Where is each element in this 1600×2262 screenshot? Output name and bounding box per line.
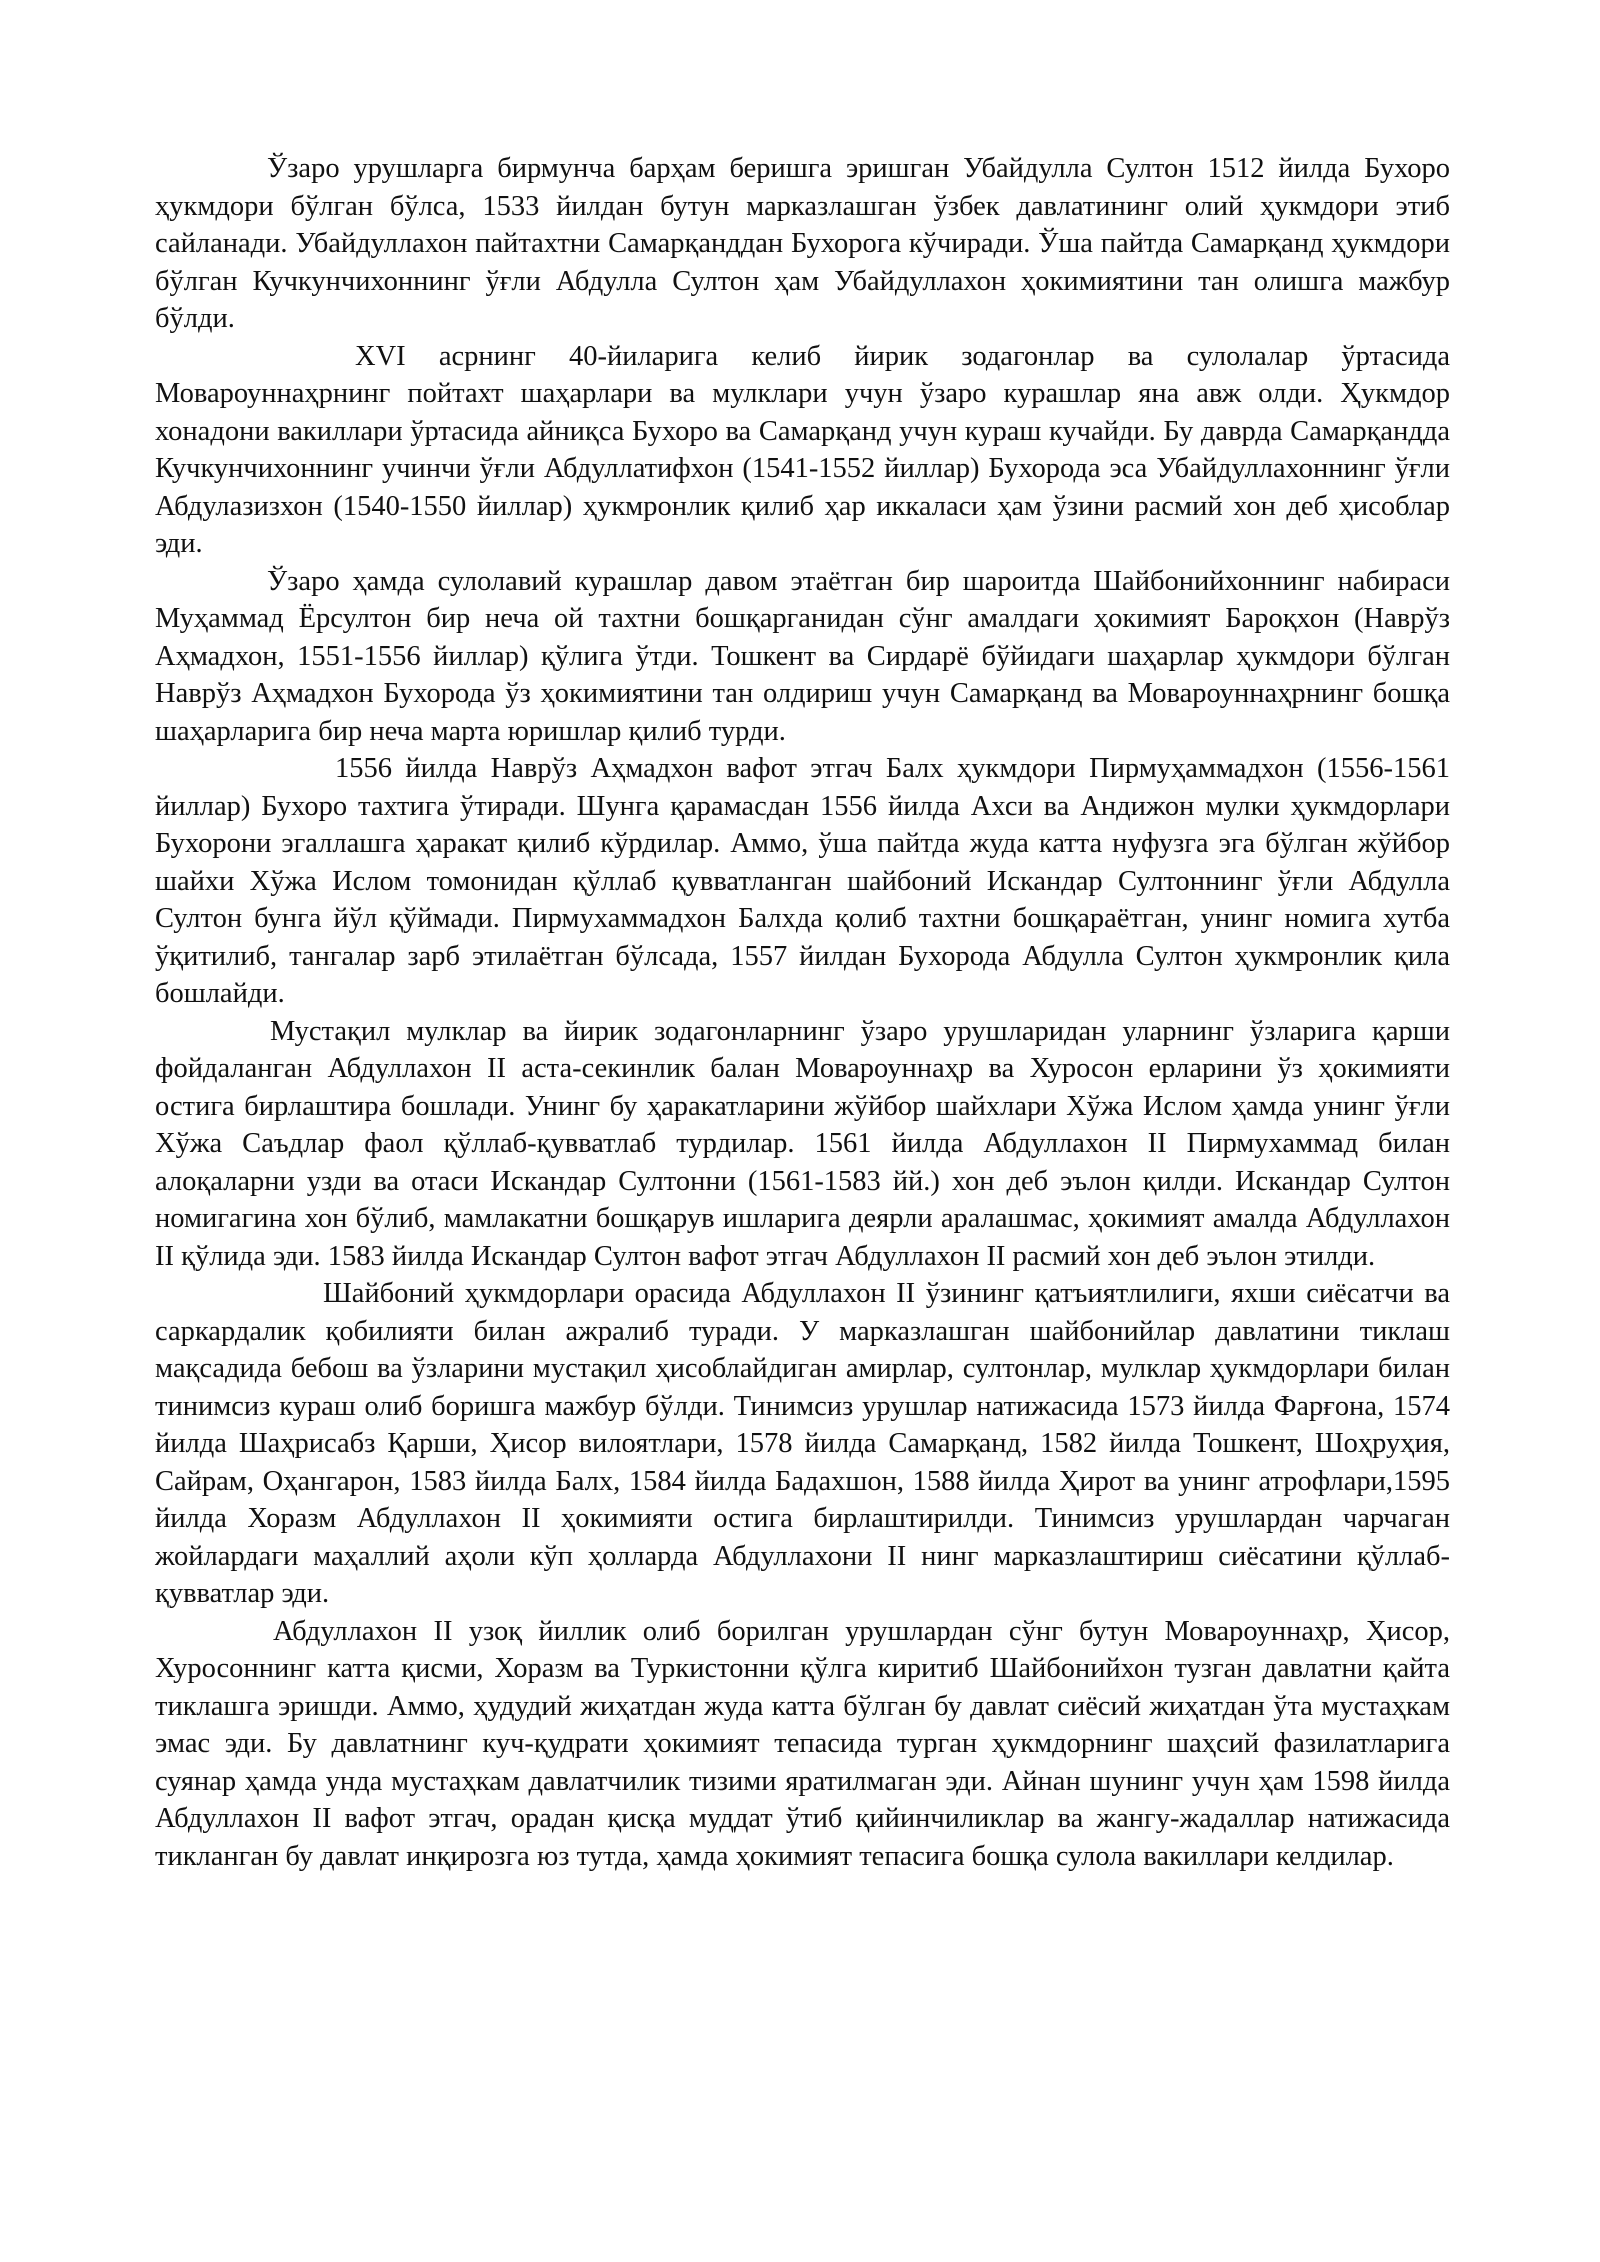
paragraph-2: XVI асрнинг 40-йиларига келиб йирик зодагонлар ва сулолалар ўртасида Мовароуннаҳрнинг пойтахт шаҳарлари ва мулклари учун ўзаро курашлар яна авж олди. Ҳукмдор хонадони вакиллари ўртасида айниқса Бухоро ва Самарқанд учун кураш кучайди. Бу даврда Самарқандда Кучкунчихоннинг учинчи ўғли Абдуллатифхон (1541-1552 йиллар) Бухорода эса Убайдуллахоннинг ўғли Абдулазизхон (1540-1550 йиллар) ҳукмронлик қилиб ҳар иккаласи ҳам ўзини расмий хон деб ҳисоблар эди.	[155, 340, 1450, 559]
paragraph-5: Мустақил мулклар ва йирик зодагонларнинг ўзаро урушларидан уларнинг ўзларига қарши фойдаланган Абдуллахон II аста-секинлик балан Мовароуннаҳр ва Хуросон ерларини ўз ҳокимияти остига бирлаштира бошлади. Унинг бу ҳаракатларини жўйбор шайхлари Хўжа Ислом ҳамда унинг ўғли Хўжа Саъдлар фаол қўллаб-қувватлаб турдилар. 1561 йилда Абдуллахон II Пирмухаммад билан алоқаларни узди ва отаси Искандар Султонни (1561-1583 йй.) хон деб эълон қилди. Искандар Султон номигагина хон бўлиб, мамлакатни бошқарув ишларига деярли аралашмас, ҳокимият амалда Абдуллахон II қўлида эди. 1583 йилда Искандар Султон вафот этгач Абдуллахон II расмий хон деб эълон этилди.	[155, 1015, 1450, 1272]
paragraph-7: Абдуллахон II узоқ йиллик олиб борилган урушлардан сўнг бутун Мовароуннаҳр, Ҳисор, Хуросоннинг катта қисми, Хоразм ва Туркистонни қўлга киритиб Шайбонийхон тузган давлатни қайта тиклашга эришди. Аммо, ҳудудий жиҳатдан жуда катта бўлган бу давлат сиёсий жиҳатдан ўта мустаҳкам эмас эди. Бу давлатнинг куч-қудрати ҳокимият тепасида турган ҳукмдорнинг шаҳсий фазилатларига суянар ҳамда унда мустаҳкам давлатчилик тизими яратилмаган эди. Айнан шунинг учун ҳам 1598 йилда Абдуллахон II вафот этгач, орадан қисқа муддат ўтиб қийинчиликлар ва жангу-жадаллар натижасида тикланган бу давлат инқирозга юз тутда, ҳамда ҳокимият тепасига бошқа сулола вакиллари келдилар.	[155, 1615, 1450, 1872]
document-page	[155, 150, 1450, 1875]
paragraph-1: Ўзаро урушларга бирмунча барҳам беришга эришган Убайдулла Султон 1512 йилда Бухоро ҳукмдори бўлган бўлса, 1533 йилдан бутун марказлашган ўзбек давлатининг олий ҳукмдори этиб сайланади. Убайдуллахон пайтахтни Самарқанддан Бухорога кўчиради. Ўша пайтда Самарқанд ҳукмдори бўлган Кучкунчихоннинг ўғли Абдулла Султон ҳам Убайдуллахон ҳокимиятини тан олишга мажбур бўлди.	[155, 153, 1450, 334]
paragraph-3: Ўзаро ҳамда сулолавий курашлар давом этаётган бир шароитда Шайбонийхоннинг набираси Муҳаммад Ёрсултон бир неча ой тахтни бошқарганидан сўнг амалдаги ҳокимият Бароқхон (Наврўз Аҳмадхон, 1551-1556 йиллар) қўлига ўтди. Тошкент ва Сирдарё бўйидаги шаҳарлар ҳукмдори бўлган Наврўз Аҳмадхон Бухорода ўз ҳокимиятини тан олдириш учун Самарқанд ва Мовароуннаҳрнинг бошқа шаҳарларига бир неча марта юришлар қилиб турди.	[155, 565, 1450, 747]
paragraph-6: Шайбоний ҳукмдорлари орасида Абдуллахон II ўзининг қатъиятлилиги, яхши сиёсатчи ва саркардалик қобилияти билан ажралиб туради. У марказлашган шайбонийлар давлатини тиклаш мақсадида бебош ва ўзларини мустақил ҳисоблайдиган амирлар, султонлар, мулклар ҳукмдорлари билан тинимсиз кураш олиб боришга мажбур бўлди. Тинимсиз урушлар натижасида 1573 йилда Фарғона, 1574 йилда Шаҳрисабз Қарши, Ҳисор вилоятлари, 1578 йилда Самарқанд, 1582 йилда Тошкент, Шоҳруҳия, Сайрам, Оҳангарон, 1583 йилда Балх, 1584 йилда Бадахшон, 1588 йилда Ҳирот ва унинг атрофлари,1595 йилда Хоразм Абдуллахон II ҳокимияти остига бирлаштирилди. Тинимсиз урушлардан чарчаган жойлардаги маҳаллий аҳоли кўп ҳолларда Абдуллахони II нинг марказлаштириш сиёсатини қўллаб-қувватлар эди.	[155, 1278, 1450, 1609]
paragraph-4: 1556 йилда Наврўз Аҳмадхон вафот этгач Балх ҳукмдори Пирмуҳаммадхон (1556-1561 йиллар) Бухоро тахтига ўтиради. Шунга қарамасдан 1556 йилда Ахси ва Андижон мулки ҳукмдорлари Бухорони эгаллашга ҳаракат қилиб кўрдилар. Аммо, ўша пайтда жуда катта нуфузга эга бўлган жўйбор шайхи Хўжа Ислом томонидан қўллаб қувватланган шайбоний Искандар Султоннинг ўғли Абдулла Султон бунга йўл қўймади. Пирмухаммадхон Балхда қолиб тахтни бошқараётган, унинг номига хутба ўқитилиб, тангалар зарб этилаётган бўлсада, 1557 йилдан Бухорода Абдулла Султон ҳукмронлик қила бошлайди.	[155, 753, 1450, 1009]
